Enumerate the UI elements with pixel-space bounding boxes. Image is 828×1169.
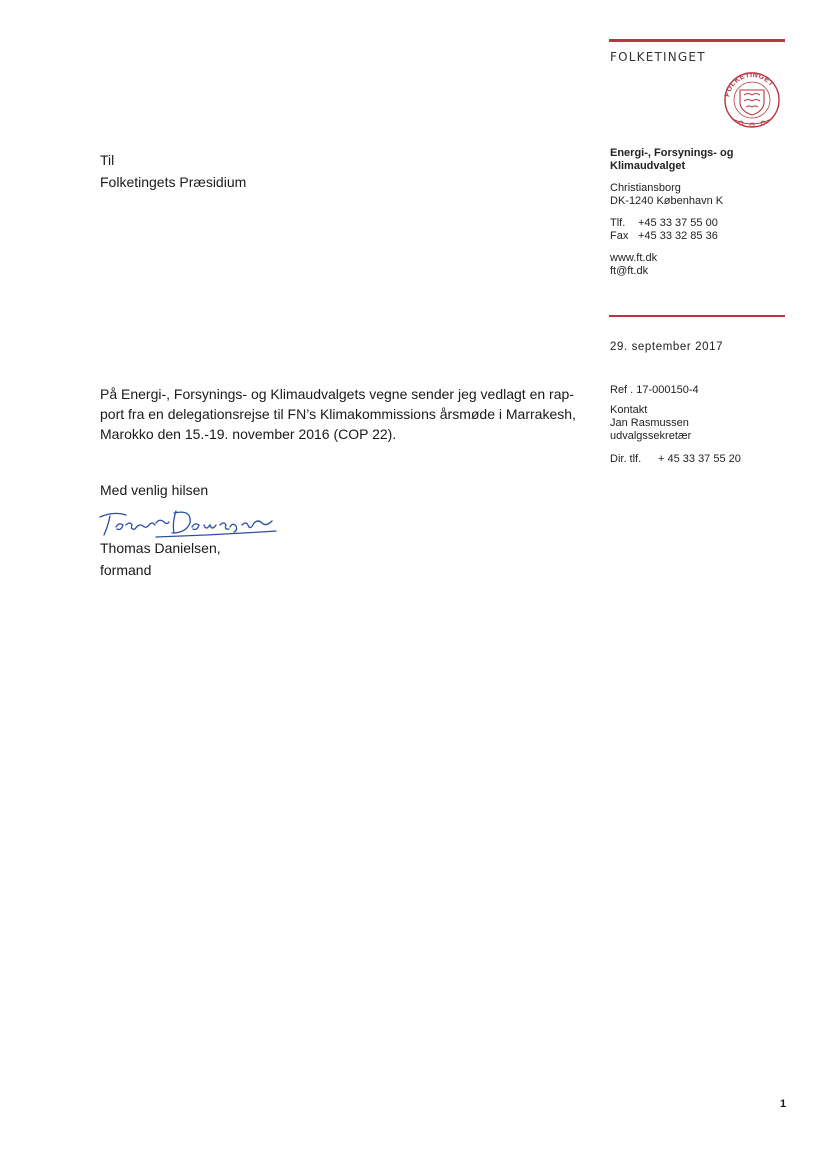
committee-name-line2: Klimaudvalget (610, 160, 686, 172)
website-link[interactable]: www.ft.dk (610, 252, 658, 264)
committee-block (610, 147, 733, 173)
page-number: 1 (780, 1098, 787, 1110)
seal-text: FOLKETINGET (724, 71, 775, 98)
contact-label: Kontakt (610, 404, 648, 416)
fax-label: Fax (610, 230, 629, 242)
folketinget-seal-icon (707, 70, 785, 130)
header-rule-date (609, 315, 785, 317)
phone-value: +45 33 37 55 00 (638, 217, 718, 229)
recipient-line2: Folketingets Præsidium (100, 174, 247, 190)
direct-phone (610, 453, 741, 466)
closing-greeting: Med venlig hilsen (100, 482, 209, 498)
letter-body (100, 384, 576, 444)
contact-block (610, 404, 691, 443)
phone-label: Tlf. (610, 217, 626, 229)
body-line: På Energi-, Forsynings- og Klimaudvalgets vegne sender jeg vedlagt en rap- (100, 386, 574, 402)
contact-title: udvalgssekretær (610, 430, 692, 442)
committee-name-line1: Energi-, Forsynings- og (610, 147, 734, 159)
signatory-name: Thomas Danielsen, (100, 540, 221, 556)
header-rule-top (609, 39, 785, 42)
reference-number: Ref . 17-000150-4 (610, 384, 699, 396)
contact-name: Jan Rasmussen (610, 417, 689, 429)
web-block (610, 252, 657, 278)
letter-date: 29. september 2017 (610, 341, 724, 353)
phone-block (610, 217, 718, 243)
recipient-line1: Til (100, 152, 115, 168)
signatory-title: formand (100, 562, 152, 578)
body-line: port fra en delegationsrejse til FN’s Klimakommissions årsmøde i Marrakesh, (100, 406, 576, 422)
organization-name: FOLKETINGET (610, 50, 706, 64)
direct-phone-value: + 45 33 37 55 20 (658, 453, 741, 465)
direct-phone-label: Dir. tlf. (610, 453, 642, 465)
closing-signatory (100, 538, 221, 580)
address-line1: Christiansborg (610, 182, 681, 194)
body-line: Marokko den 15.-19. november 2016 (COP 22). (100, 426, 397, 442)
address-block (610, 182, 723, 208)
address-line2: DK-1240 København K (610, 195, 724, 207)
recipient-block (100, 150, 246, 192)
fax-value: +45 33 32 85 36 (638, 230, 718, 242)
email-link[interactable]: ft@ft.dk (610, 265, 649, 277)
